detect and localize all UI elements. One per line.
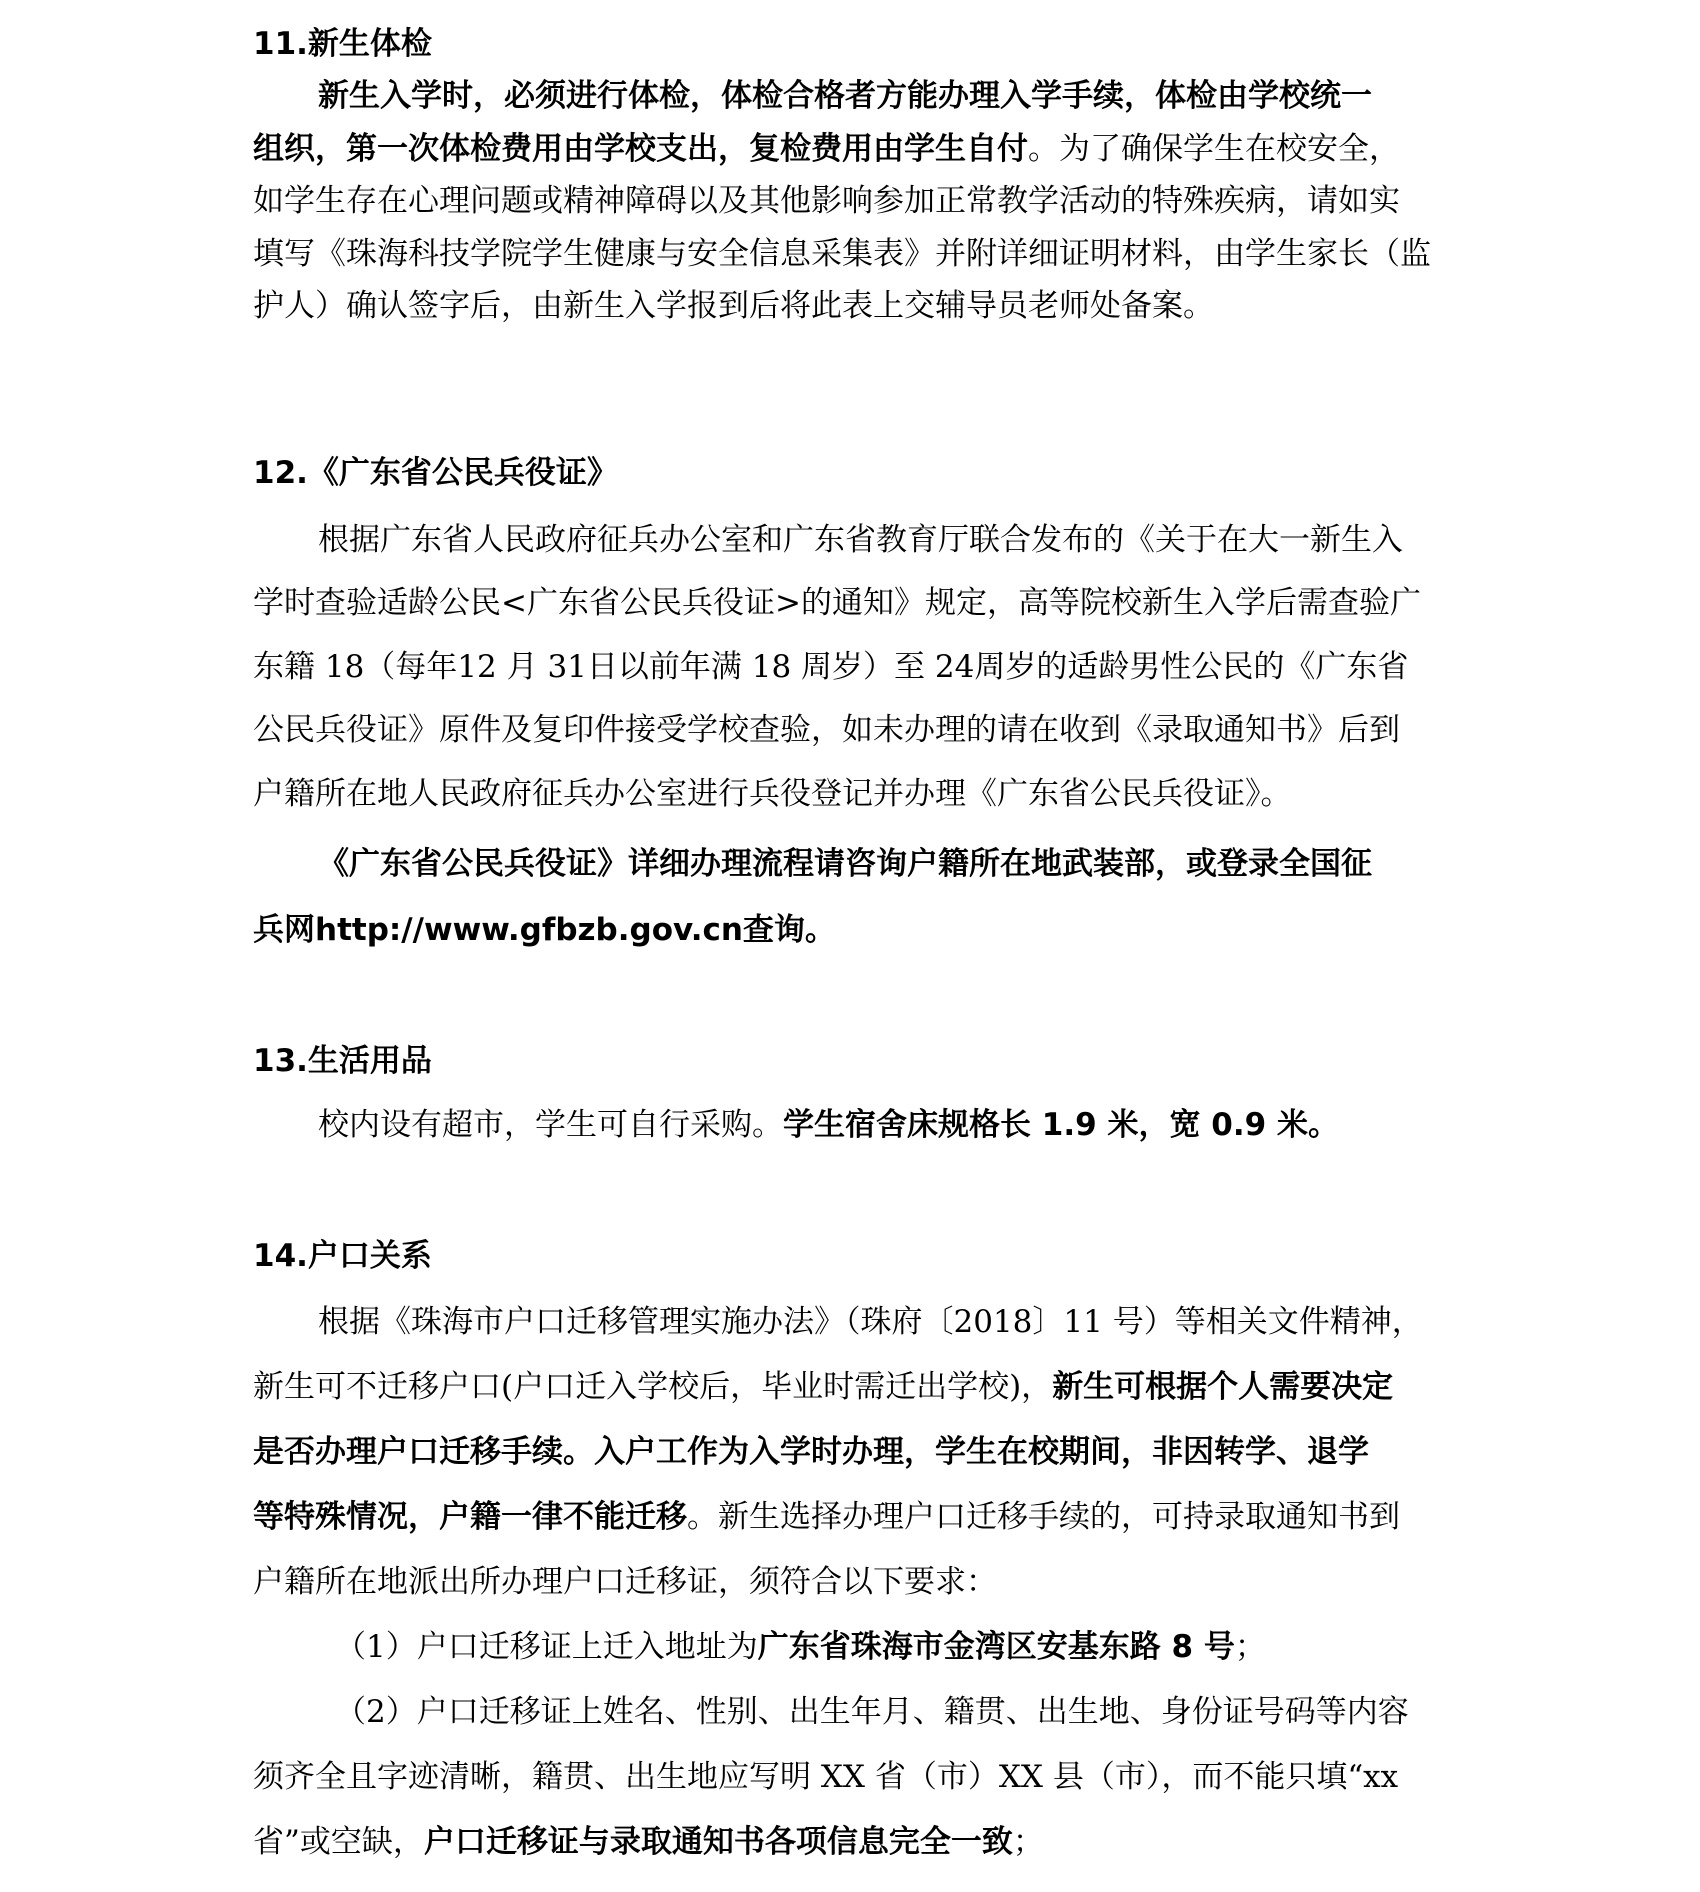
paragraph-line: 校内设有超市，学生可自行采购。学生宿舍床规格长 1.9 米，宽 0.9 米。 xyxy=(318,1107,1340,1143)
paragraph-line: 《广东省公民兵役证》详细办理流程请咨询户籍所在地武装部，或登录全国征 xyxy=(318,846,1372,882)
paragraph-line: 兵网http://www.gfbzb.gov.cn查询。 xyxy=(253,912,836,948)
paragraph-line: 省”或空缺，户口迁移证与录取通知书各项信息完全一致； xyxy=(253,1824,1044,1860)
paragraph-line: 根据广东省人民政府征兵办公室和广东省教育厅联合发布的《关于在大一新生入 xyxy=(318,522,1403,558)
paragraph-line: 填写《珠海科技学院学生健康与安全信息采集表》并附详细证明材料，由学生家长（监 xyxy=(253,236,1431,272)
section-heading-12: 12.《广东省公民兵役证》 xyxy=(253,455,618,491)
paragraph-line: 东籍 18（每年12 月 31日以前年满 18 周岁）至 24周岁的适龄男性公民的《广东省 xyxy=(253,649,1409,685)
paragraph-line: 等特殊情况，户籍一律不能迁移。新生选择办理户口迁移手续的，可持录取通知书到 xyxy=(253,1499,1400,1535)
paragraph-line: 公民兵役证》原件及复印件接受学校查验，如未办理的请在收到《录取通知书》后到 xyxy=(253,712,1400,748)
paragraph-line: 新生入学时，必须进行体检，体检合格者方能办理入学手续，体检由学校统一 xyxy=(318,78,1372,114)
section-heading-13: 13.生活用品 xyxy=(253,1043,432,1079)
paragraph-line: 组织，第一次体检费用由学校支出，复检费用由学生自付。为了确保学生在校安全， xyxy=(253,131,1400,167)
paragraph-line: 学时查验适龄公民<广东省公民兵役证>的通知》规定，高等院校新生入学后需查验广 xyxy=(253,585,1421,621)
section-heading-11: 11.新生体检 xyxy=(253,26,432,62)
paragraph-line: 是否办理户口迁移手续。入户工作为入学时办理，学生在校期间，非因转学、退学 xyxy=(253,1434,1369,1470)
paragraph-line: 须齐全且字迹清晰，籍贯、出生地应写明 XX 省（市）XX 县（市），而不能只填“xx xyxy=(253,1759,1399,1795)
paragraph-line: 户籍所在地派出所办理户口迁移证，须符合以下要求： xyxy=(253,1564,997,1600)
paragraph-line: 户籍所在地人民政府征兵办公室进行兵役登记并办理《广东省公民兵役证》。 xyxy=(253,776,1292,812)
paragraph-line: 根据《珠海市户口迁移管理实施办法》（珠府〔2018〕11 号）等相关文件精神， xyxy=(318,1304,1423,1340)
requirement-item-1: （1）户口迁移证上迁入地址为广东省珠海市金湾区安基东路 8 号； xyxy=(335,1629,1266,1665)
paragraph-line: 如学生存在心理问题或精神障碍以及其他影响参加正常教学活动的特殊疾病，请如实 xyxy=(253,183,1400,219)
paragraph-line: 护人）确认签字后，由新生入学报到后将此表上交辅导员老师处备案。 xyxy=(253,288,1214,324)
section-heading-14: 14.户口关系 xyxy=(253,1238,432,1274)
paragraph-line: 新生可不迁移户口(户口迁入学校后，毕业时需迁出学校)，新生可根据个人需要决定 xyxy=(253,1369,1394,1405)
requirement-item-2: （2）户口迁移证上姓名、性别、出生年月、籍贯、出生地、身份证号码等内容 xyxy=(335,1694,1409,1730)
